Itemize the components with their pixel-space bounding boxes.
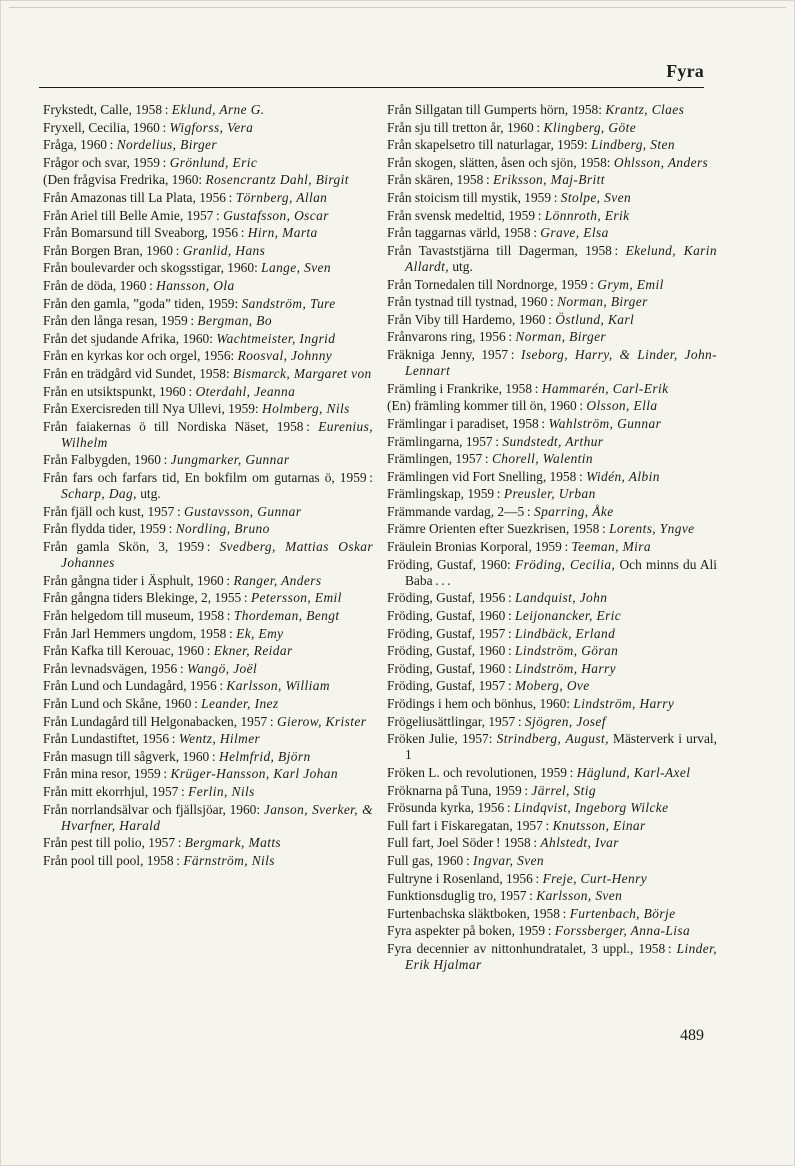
entry-author: Roosval, Johnny: [237, 348, 333, 364]
index-entry: [43, 190, 373, 206]
index-entry: [43, 296, 373, 312]
entry-title: Från gångna tiders Blekinge, 2, 1955 :: [43, 590, 251, 606]
index-entry: [387, 678, 717, 694]
index-entry: [387, 608, 717, 624]
index-entry: [387, 381, 717, 397]
index-entry: [387, 120, 717, 136]
index-entry: [387, 941, 717, 973]
entry-title: Fröding, Gustaf, 1960:: [387, 556, 515, 572]
entry-author: Lönnroth, Erik: [544, 207, 630, 223]
index-entry: [43, 313, 373, 329]
index-entry: [43, 696, 373, 712]
entry-author: Rosencrantz Dahl, Birgit: [205, 172, 349, 188]
entry-author: Granlid, Hans: [182, 242, 266, 258]
index-entry: [387, 557, 717, 589]
entry-author: Hansson, Ola: [156, 277, 235, 293]
entry-title: Främlingarna, 1957 :: [387, 433, 503, 449]
entry-title: Fröknarna på Tuna, 1959 :: [387, 782, 532, 798]
entry-suffix: utg.: [449, 258, 473, 274]
index-entry: [43, 225, 373, 241]
entry-title: Från Kafka till Kerouac, 1960 :: [43, 643, 214, 659]
entry-title: Från det sjudande Afrika, 1960:: [43, 330, 217, 346]
entry-title: Från helgedom till museum, 1958 :: [43, 608, 234, 624]
index-entry: [387, 888, 717, 904]
entry-author: Bismarck, Margaret von: [233, 365, 372, 381]
entry-title: Fultryne i Rosenland, 1956 :: [387, 870, 543, 886]
entry-title: Från norrlandsälvar och fjällsjöar, 1960:: [43, 801, 264, 817]
entry-author: Teeman, Mira: [571, 539, 651, 555]
entry-author: Knutsson, Einar: [552, 817, 646, 833]
entry-title: Från de döda, 1960 :: [43, 277, 157, 293]
index-entry: [43, 120, 373, 136]
entry-author: Eklund, Arne G.: [171, 102, 265, 117]
entry-author: Ranger, Anders: [233, 572, 322, 588]
index-entry: [387, 853, 717, 869]
entry-title: Fröding, Gustaf, 1960 :: [387, 660, 516, 676]
index-entry: [43, 278, 373, 294]
entry-title: Fröding, Gustaf, 1956 :: [387, 590, 516, 606]
entry-author: Gierow, Krister: [276, 713, 367, 729]
entry-title: Frågor och svar, 1959 :: [43, 154, 170, 170]
index-entry: [387, 277, 717, 293]
entry-author: Sjögren, Josef: [524, 713, 606, 729]
entry-title: Från fjäll och kust, 1957 :: [43, 503, 185, 519]
entry-title: Från Tavaststjärna till Dagerman, 1958 :: [387, 242, 626, 258]
entry-title: Från skären, 1958 :: [387, 172, 494, 188]
entry-author: Gustafsson, Oscar: [223, 207, 329, 223]
index-entry: [387, 208, 717, 224]
entry-title: Fräkniga Jenny, 1957 :: [387, 346, 522, 362]
entry-author: Strindberg, August,: [496, 731, 609, 747]
entry-title: (Den frågvisa Fredrika, 1960:: [43, 172, 206, 188]
index-entry: [43, 539, 373, 571]
index-entry: [43, 470, 373, 502]
entry-title: Från Amazonas till La Plata, 1956 :: [43, 189, 236, 205]
entry-author: Iseborg, Harry, & Linder, John-Lennart: [405, 346, 718, 379]
entry-title: Från boulevarder och skogsstigar, 1960:: [43, 260, 262, 276]
entry-author: Ahlstedt, Ivar: [540, 835, 619, 851]
index-entry: [387, 818, 717, 834]
entry-author: Oterdahl, Jeanna: [195, 383, 296, 399]
index-entry: [387, 347, 717, 379]
entry-title: Främlingar i paradiset, 1958 :: [387, 415, 549, 431]
entry-author: Wigforss, Vera: [169, 119, 254, 135]
entry-title: Från den gamla, ”goda” tiden, 1959:: [43, 295, 242, 311]
entry-title: Full fart, Joel Söder ! 1958 :: [387, 835, 541, 851]
index-entry: [387, 906, 717, 922]
index-entry: [387, 155, 717, 171]
entry-author: Janson, Sverker, & Hvarfner, Harald: [61, 801, 374, 833]
index-entry: [43, 243, 373, 259]
page-number: 489: [680, 1027, 704, 1044]
entry-author: Sparring, Åke: [533, 503, 614, 519]
index-entry: [43, 853, 373, 869]
entry-author: Klingberg, Göte: [543, 119, 637, 135]
index-entry: [43, 678, 373, 694]
entry-title: Främmande vardag, 2—5 :: [387, 503, 534, 519]
entry-author: Hammarén, Carl-Erik: [541, 380, 669, 396]
index-entry: [43, 802, 373, 834]
index-entry: [43, 102, 373, 118]
entry-title: Från skapelsetro till naturlagar, 1959:: [387, 137, 591, 153]
entry-author: Olsson, Ella: [586, 398, 658, 414]
entry-author: Färnström, Nils: [183, 852, 275, 868]
entry-author: Järrel, Stig: [531, 782, 596, 798]
index-entry: [43, 366, 373, 382]
entry-author: Gustavsson, Gunnar: [184, 503, 302, 519]
index-entry: [43, 137, 373, 153]
index-entry: [387, 765, 717, 781]
entry-author: Ek, Emy: [236, 625, 284, 641]
entry-title: Från Falbygden, 1960 :: [43, 452, 171, 468]
entry-title: Fröding, Gustaf, 1960 :: [387, 608, 516, 624]
index-entry: [43, 749, 373, 765]
entry-author: Grönlund, Eric: [169, 154, 258, 170]
index-entry: [43, 155, 373, 171]
entry-title: Från Exercisreden till Nya Ullevi, 1959:: [43, 401, 263, 417]
entry-author: Furtenbach, Börje: [569, 905, 676, 921]
index-entry: [387, 172, 717, 188]
entry-title: Från Borgen Bran, 1960 :: [43, 242, 183, 258]
index-entry: [43, 766, 373, 782]
entry-title: Frånvarons ring, 1956 :: [387, 329, 516, 345]
entry-author: Ingvar, Sven: [473, 852, 545, 868]
top-edge-rule: [9, 7, 786, 8]
header-rule: [39, 87, 704, 88]
entry-author: Jungmarker, Gunnar: [170, 452, 290, 468]
index-entry: [43, 348, 373, 364]
entry-title: Från svensk medeltid, 1959 :: [387, 207, 545, 223]
entry-title: Fyra decennier av nittonhundratalet, 3 uppl., 1958 :: [387, 940, 677, 956]
index-entry: [387, 190, 717, 206]
index-entry: [387, 504, 717, 520]
index-entry: [43, 260, 373, 276]
index-entry: [43, 608, 373, 624]
entry-author: Freje, Curt-Henry: [542, 870, 648, 886]
entry-author: Karlsson, Sven: [536, 888, 623, 904]
entry-title: Från Sillgatan till Gumperts hörn, 1958:: [387, 102, 606, 117]
entry-author: Wentz, Hilmer: [178, 731, 261, 747]
entry-title: Från en trädgård vid Sundet, 1958:: [43, 365, 234, 381]
entry-title: Från gamla Skön, 3, 1959 :: [43, 539, 220, 555]
index-entry: [387, 416, 717, 432]
entry-author: Petersson, Emil: [250, 590, 342, 606]
index-entry: [387, 294, 717, 310]
entry-title: Från Lundagård till Helgonabacken, 1957 :: [43, 713, 277, 729]
entry-author: Thordeman, Bengt: [233, 608, 340, 624]
index-entry: [387, 225, 717, 241]
entry-author: Scharp, Dag,: [61, 486, 137, 502]
index-entry: [387, 731, 717, 763]
entry-author: Moberg, Ove: [515, 678, 590, 694]
entry-author: Wangö, Joël: [187, 660, 258, 676]
index-entry: [43, 384, 373, 400]
entry-author: Häglund, Karl-Axel: [576, 765, 691, 780]
entry-title: Från masugn till sågverk, 1960 :: [43, 748, 219, 764]
index-entry: [387, 398, 717, 414]
entry-title: Full gas, 1960 :: [387, 852, 474, 868]
index-entry: [43, 452, 373, 468]
entry-author: Forssberger, Anna-Lisa: [554, 923, 691, 939]
index-entry: [43, 331, 373, 347]
entry-title: Frögeliusättlingar, 1957 :: [387, 713, 525, 729]
entry-author: Lindström, Harry: [573, 696, 675, 712]
entry-author: Leander, Inez: [201, 696, 279, 712]
entry-author: Ekner, Reidar: [213, 643, 293, 659]
entry-title: Från mina resor, 1959 :: [43, 766, 171, 782]
entry-title: Från skogen, slätten, åsen och sjön, 1958:: [387, 154, 614, 170]
index-entry: [387, 835, 717, 851]
entry-title: Frösunda kyrka, 1956 :: [387, 800, 514, 816]
index-entry: [43, 661, 373, 677]
index-entry: [43, 419, 373, 451]
entry-author: Nordling, Bruno: [175, 521, 270, 537]
entry-title: Från gångna tider i Äsphult, 1960 :: [43, 572, 234, 588]
entry-author: Nordelius, Birger: [116, 137, 218, 153]
index-entry: [387, 800, 717, 816]
entry-author: Fröding, Cecilia,: [514, 556, 616, 572]
entry-author: Lindqvist, Ingeborg Wilcke: [513, 800, 669, 816]
entry-author: Grym, Emil: [597, 276, 664, 292]
entry-author: Lindström, Harry: [515, 660, 616, 676]
index-entry: [387, 102, 717, 118]
entry-author: Eurenius, Wilhelm: [61, 418, 373, 450]
entry-title: Från Bomarsund till Sveaborg, 1956 :: [43, 225, 248, 241]
index-entry: [387, 137, 717, 153]
entry-author: Svedberg, Mattias Oskar Johannes: [61, 539, 374, 571]
index-entry: [387, 871, 717, 887]
index-entry: [387, 243, 717, 275]
entry-author: Lorents, Yngve: [609, 521, 695, 537]
index-entry: [43, 731, 373, 747]
entry-author: Stolpe, Sven: [560, 189, 632, 205]
entry-author: Wachtmeister, Ingrid: [216, 330, 336, 346]
index-entry: [43, 590, 373, 606]
index-entry: [387, 923, 717, 939]
entry-title: Främlingen vid Fort Snelling, 1958 :: [387, 468, 587, 484]
index-entry: [387, 329, 717, 345]
index-entry: [387, 312, 717, 328]
entry-author: Bergmark, Matts: [184, 835, 282, 851]
entry-author: Preusler, Urban: [503, 486, 596, 502]
entry-title: Frödings i hem och bönhus, 1960:: [387, 696, 574, 712]
entry-author: Lindström, Göran: [515, 643, 619, 659]
index-entry: [43, 643, 373, 659]
entry-title: Främling i Frankrike, 1958 :: [387, 380, 542, 396]
entry-title: Från pool till pool, 1958 :: [43, 852, 184, 868]
entry-suffix: utg.: [136, 486, 161, 502]
index-entry: [387, 714, 717, 730]
index-entry: [387, 626, 717, 642]
entry-title: Fyra aspekter på boken, 1959 :: [387, 923, 555, 939]
entry-title: Från pest till polio, 1957 :: [43, 835, 185, 851]
entry-title: Från Lund och Skåne, 1960 :: [43, 696, 202, 712]
index-column-left: [43, 102, 373, 871]
entry-author: Helmfrid, Björn: [219, 748, 311, 764]
entry-suffix: Och minns du Ali Baba . . .: [405, 556, 717, 588]
entry-author: Wahlström, Gunnar: [548, 415, 662, 431]
index-entry: [387, 643, 717, 659]
index-entry: [387, 539, 717, 555]
entry-title: Från flydda tider, 1959 :: [43, 521, 176, 537]
entry-title: Från Lundastiftet, 1956 :: [43, 731, 179, 747]
entry-title: Från Tornedalen till Nordnorge, 1959 :: [387, 276, 598, 292]
entry-author: Hirn, Marta: [247, 225, 318, 241]
entry-title: Från sju till tretton år, 1960 :: [387, 119, 544, 135]
entry-author: Östlund, Karl: [555, 311, 635, 327]
index-entry: [43, 401, 373, 417]
index-entry: [43, 172, 373, 188]
entry-title: Funktionsduglig tro, 1957 :: [387, 888, 537, 904]
entry-title: Från Ariel till Belle Amie, 1957 :: [43, 207, 224, 223]
entry-title: Från Lund och Lundagård, 1956 :: [43, 678, 227, 694]
entry-title: Från Viby till Hardemo, 1960 :: [387, 311, 556, 327]
entry-title: Fröding, Gustaf, 1957 :: [387, 678, 516, 694]
entry-title: Fröding, Gustaf, 1960 :: [387, 643, 516, 659]
index-entry: [387, 661, 717, 677]
entry-author: Lindberg, Sten: [591, 137, 675, 153]
entry-author: Grave, Elsa: [540, 225, 609, 241]
entry-author: Lange, Sven: [261, 260, 331, 276]
entry-title: Från tystnad till tystnad, 1960 :: [387, 294, 558, 310]
entry-author: Krüger-Hansson, Karl Johan: [170, 766, 338, 782]
index-entry: [387, 434, 717, 450]
index-entry: [387, 451, 717, 467]
entry-author: Törnberg, Allan: [235, 189, 328, 205]
index-column-right: [387, 102, 717, 975]
entry-title: Fryxell, Cecilia, 1960 :: [43, 119, 170, 135]
entry-title: Främlingen, 1957 :: [387, 451, 492, 467]
entry-author: Widén, Albin: [586, 468, 660, 484]
entry-author: Linder, Erik Hjalmar: [405, 940, 717, 973]
entry-author: Norman, Birger: [557, 294, 648, 310]
index-entry: [43, 573, 373, 589]
entry-title: Full fart i Fiskaregatan, 1957 :: [387, 817, 553, 833]
entry-author: Eriksson, Maj-Britt: [493, 172, 605, 188]
entry-title: Från taggarnas värld, 1958 :: [387, 225, 541, 241]
index-entry: [43, 521, 373, 537]
entry-author: Chorell, Walentin: [491, 451, 593, 467]
entry-author: Leijonancker, Eric: [515, 608, 622, 624]
entry-author: Norman, Birger: [515, 329, 607, 345]
entry-title: Från en utsiktspunkt, 1960 :: [43, 383, 196, 399]
index-entry: [387, 696, 717, 712]
entry-title: Från stoicism till mystik, 1959 :: [387, 189, 561, 205]
index-entry: [43, 835, 373, 851]
entry-title: Fröken L. och revolutionen, 1959 :: [387, 765, 577, 780]
entry-author: Ohlsson, Anders: [613, 154, 709, 170]
entry-title: Fröding, Gustaf, 1957 :: [387, 625, 516, 641]
entry-title: Fräulein Bronias Korporal, 1959 :: [387, 539, 572, 555]
entry-title: Fråga, 1960 :: [43, 137, 117, 153]
entry-suffix: Mästerverk i urval, 1: [405, 731, 717, 763]
entry-author: Ferlin, Nils: [188, 783, 255, 799]
index-entry: [387, 783, 717, 799]
entry-title: Från den långa resan, 1959 :: [43, 313, 198, 329]
entry-author: Landquist, John: [515, 590, 608, 606]
entry-author: Holmberg, Nils: [262, 401, 350, 417]
entry-title: Furtenbachska släktboken, 1958 :: [387, 905, 570, 921]
entry-author: Sundstedt, Arthur: [502, 433, 604, 449]
entry-author: Karlsson, William: [226, 678, 330, 694]
entry-title: Fröken Julie, 1957:: [387, 731, 497, 747]
index-entry: [43, 504, 373, 520]
index-entry: [43, 714, 373, 730]
index-entry: [43, 784, 373, 800]
index-entry: [387, 486, 717, 502]
entry-title: Frykstedt, Calle, 1958 :: [43, 102, 172, 117]
entry-title: (En) främling kommer till ön, 1960 :: [387, 398, 587, 414]
running-head: Fyra: [666, 61, 704, 81]
index-entry: [387, 521, 717, 537]
entry-author: Bergman, Bo: [197, 313, 272, 329]
entry-title: Främre Orienten efter Suezkrisen, 1958 :: [387, 521, 610, 537]
entry-title: Främlingskap, 1959 :: [387, 486, 504, 502]
index-entry: [43, 208, 373, 224]
entry-author: Krantz, Claes: [605, 102, 685, 117]
index-entry: [43, 626, 373, 642]
entry-author: Sandström, Ture: [241, 295, 336, 311]
entry-title: Från mitt ekorrhjul, 1957 :: [43, 783, 189, 799]
entry-title: Från Jarl Hemmers ungdom, 1958 :: [43, 625, 237, 641]
entry-author: Ekelund, Karin Allardt,: [405, 242, 717, 274]
entry-author: Lindbäck, Erland: [515, 625, 616, 641]
entry-title: Från faiakernas ö till Nordiska Näset, 1958 :: [43, 418, 319, 434]
index-entry: [387, 469, 717, 485]
entry-title: Från fars och farfars tid, En bokfilm om gutarnas ö, 1959 :: [43, 470, 373, 486]
entry-title: Från en kyrkas kor och orgel, 1956:: [43, 348, 238, 364]
entry-title: Från levnadsvägen, 1956 :: [43, 660, 187, 676]
index-entry: [387, 590, 717, 606]
